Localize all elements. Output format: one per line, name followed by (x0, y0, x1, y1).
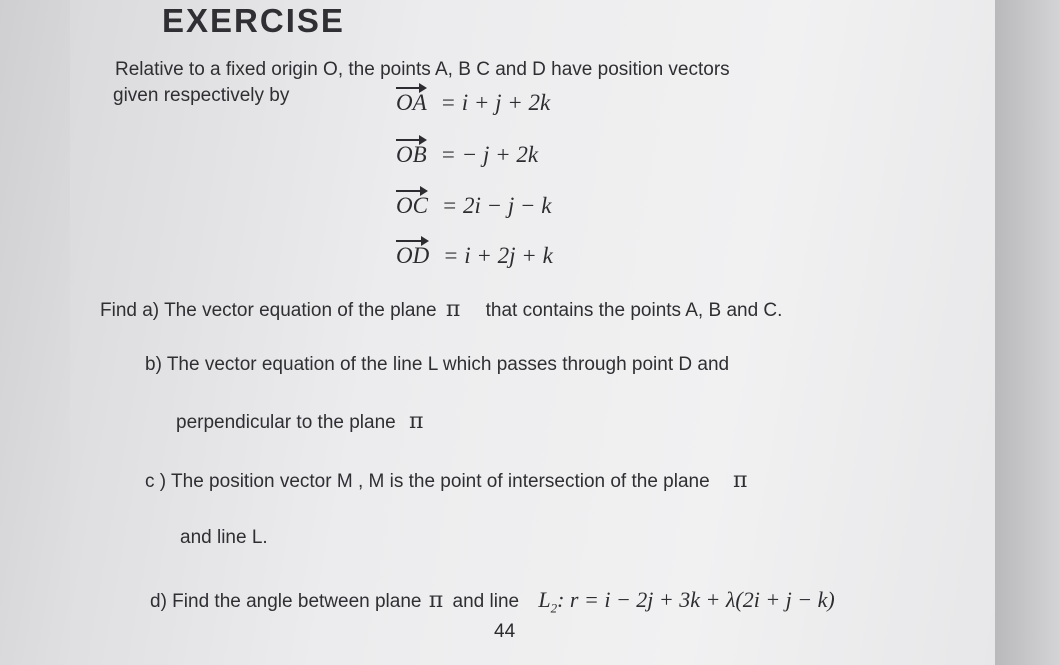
vector-oc-name: OC (396, 193, 428, 218)
pi-symbol: π (409, 409, 424, 434)
intro-line-1: Relative to a fixed origin O, the points A, B C and D have position vectors (115, 59, 730, 80)
question-c-text: c ) The position vector M , M is the point of intersection of the plane (145, 471, 710, 492)
question-b-line-2 (176, 409, 423, 434)
vector-oc-expr: = 2i − j − k (441, 193, 552, 218)
question-c-line-2: and line L. (180, 527, 268, 548)
page-number: 44 (494, 621, 516, 642)
vector-oa-expr: = i + j + 2k (440, 90, 551, 115)
vector-ob-name: OB (396, 142, 427, 167)
exercise-heading: EXERCISE (162, 2, 345, 39)
background-edge (995, 0, 1060, 665)
line-l2-label (538, 587, 558, 616)
vector-oc-row (396, 193, 552, 219)
vector-od-row (396, 243, 553, 269)
question-b-line-1: b) The vector equation of the line L which passes through point D and (145, 354, 730, 375)
vector-oa-name: OA (396, 90, 427, 115)
vector-od-expr: = i + 2j + k (442, 243, 553, 268)
question-a (100, 297, 782, 322)
question-a-text-2: that contains the points A, B and C. (485, 300, 783, 321)
line-l2-equation: : r = i − 2j + 3k + λ(2i + j − k) (557, 587, 835, 612)
vector-ob-row (396, 142, 538, 168)
pi-symbol: π (445, 297, 461, 322)
vector-ob-expr: = − j + 2k (440, 142, 539, 167)
question-c-line-1 (145, 468, 747, 493)
intro-line-2: given respectively by (113, 85, 290, 106)
vector-oa-row (396, 90, 550, 116)
pi-symbol: π (428, 588, 444, 613)
line-l2-name: L (538, 587, 551, 612)
pi-symbol: π (732, 468, 748, 493)
question-a-text-1: Find a) The vector equation of the plane (100, 300, 437, 321)
question-b-text: perpendicular to the plane (176, 412, 396, 433)
question-d-text-1: d) Find the angle between plane (150, 591, 422, 612)
vector-od-name: OD (396, 243, 430, 268)
line-l2-subscript: 2 (550, 600, 558, 616)
question-d (150, 587, 835, 616)
question-d-text-2: and line (452, 591, 520, 612)
